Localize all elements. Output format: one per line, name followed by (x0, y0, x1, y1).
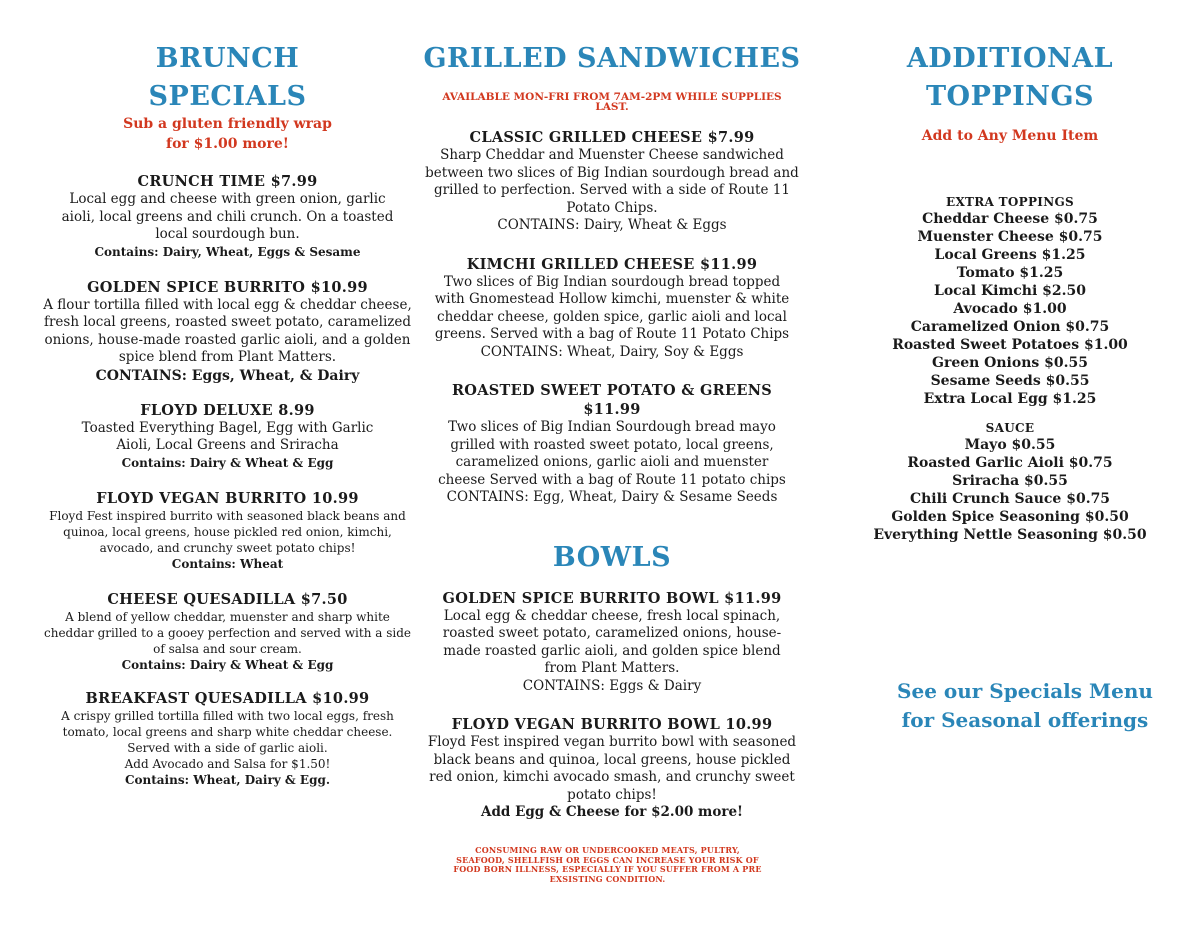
item-description: A blend of yellow cheddar, muenster and sharp white cheddar grilled to a gooey perfection and served with a side of salsa and sour cream. (44, 609, 411, 656)
sandwiches-heading: GRILLED SANDWICHES (423, 43, 801, 74)
menu-item (422, 589, 802, 696)
sauce-title: SAUCE (985, 421, 1035, 435)
toppings-heading: ADDITIONAL TOPPINGS (906, 43, 1114, 112)
item-contains: CONTAINS: Eggs, Wheat, & Dairy (95, 367, 360, 384)
item-title: GOLDEN SPICE BURRITO BOWL $11.99 (442, 589, 782, 607)
menu-item (40, 590, 415, 673)
menu-item (40, 401, 415, 471)
item-title: ROASTED SWEET POTATO & GREENS $11.99 (451, 382, 773, 418)
menu-item (422, 128, 802, 235)
item-description: Floyd Fest inspired vegan burrito bowl with seasoned black beans and quinoa, local greens, house pickled red onion, kimchi avocado smash, and crunchy sweet potato chips! (427, 734, 797, 803)
item-addon: Add Avocado and Salsa for $1.50! (124, 756, 331, 771)
availability-note: AVAILABLE MON-FRI FROM 7AM-2PM WHILE SUPPLIES LAST. (442, 91, 782, 113)
topping-item: Extra Local Egg $1.25 (923, 391, 1097, 407)
extra-toppings-list (860, 210, 1160, 408)
item-contains: Contains: Wheat, Dairy & Egg. (124, 772, 331, 787)
item-contains: Contains: Dairy & Wheat & Egg (121, 455, 334, 470)
item-title: CHEESE QUESADILLA $7.50 (107, 590, 348, 608)
topping-item: Cheddar Cheese $0.75 (922, 211, 1098, 227)
menu-item (40, 278, 415, 385)
sauce-list (860, 436, 1160, 544)
item-description: Two slices of Big Indian Sourdough bread mayo grilled with roasted sweet potato, local greens, caramelized onions, garlic aioli and muenster cheese Served with a bag of Route 11 potato chips (438, 419, 786, 488)
sauce-item: Sriracha $0.55 (952, 473, 1068, 489)
specials-promo: See our Specials Menu for Seasonal offerings (897, 679, 1153, 732)
topping-item: Roasted Sweet Potatoes $1.00 (892, 337, 1128, 353)
item-description: Two slices of Big Indian sourdough bread topped with Gnomestead Hollow kimchi, muenster & white cheddar cheese, golden spice, garlic aioli and local greens. Served with a bag of Route 11 Potato Chips (434, 273, 790, 342)
topping-item: Sesame Seeds $0.55 (930, 373, 1090, 389)
topping-item: Avocado $1.00 (953, 301, 1067, 317)
item-title: GOLDEN SPICE BURRITO $10.99 (87, 278, 368, 296)
item-contains: Contains: Wheat (171, 556, 284, 571)
menu-item (40, 489, 415, 572)
item-contains: CONTAINS: Eggs & Dairy (522, 677, 702, 694)
item-addon: Add Egg & Cheese for $2.00 more! (481, 804, 743, 820)
item-title: FLOYD DELUXE 8.99 (140, 401, 315, 419)
item-title: KIMCHI GRILLED CHEESE $11.99 (466, 255, 758, 273)
item-title: BREAKFAST QUESADILLA $10.99 (85, 689, 370, 707)
item-title: CLASSIC GRILLED CHEESE $7.99 (469, 129, 755, 146)
bowls-heading: BOWLS (552, 541, 672, 573)
toppings-column (860, 40, 1160, 544)
item-title: FLOYD VEGAN BURRITO 10.99 (96, 489, 359, 507)
item-contains: CONTAINS: Egg, Wheat, Dairy & Sesame Seeds (446, 489, 778, 505)
item-contains: CONTAINS: Wheat, Dairy, Soy & Eggs (480, 343, 744, 360)
extra-toppings-title: EXTRA TOPPINGS (946, 195, 1074, 209)
topping-item: Green Onions $0.55 (931, 355, 1088, 371)
item-description: Sharp Cheddar and Muenster Cheese sandwiched between two slices of Big Indian sourdough bread and grilled to perfection. Served with a side of Route 11 Potato Chips. (425, 147, 799, 216)
sauce-item: Everything Nettle Seasoning $0.50 (873, 527, 1147, 543)
sauce-item: Mayo $0.55 (964, 437, 1056, 453)
item-title: FLOYD VEGAN BURRITO BOWL 10.99 (451, 716, 773, 733)
brunch-column (40, 40, 415, 788)
menu-item (422, 381, 802, 507)
topping-item: Local Greens $1.25 (934, 247, 1086, 263)
sauce-item: Golden Spice Seasoning $0.50 (891, 509, 1129, 525)
food-safety-disclaimer: CONSUMING RAW OR UNDERCOOKED MEATS, PULTRY, SEAFOOD, SHELLFISH OR EGGS CAN INCREASE YOUR RISK OF FOOD BORN ILLNESS, ESPECIALLY IF YOU SUFFER FROM A PRE EXSISTING CONDITION. (453, 845, 762, 884)
topping-item: Local Kimchi $2.50 (933, 283, 1086, 299)
item-description: A crispy grilled tortilla filled with two local eggs, fresh tomato, local greens and sharp white cheddar cheese. Served with a side of garlic aioli. (61, 708, 394, 755)
menu-item (40, 689, 415, 788)
topping-item: Muenster Cheese $0.75 (917, 229, 1103, 245)
item-description: A flour tortilla filled with local egg & cheddar cheese, fresh local greens, roasted sweet potato, caramelized onions, house-made roasted garlic aioli, and a golden spice blend from Plant Matters. (43, 296, 412, 365)
brunch-heading: BRUNCH SPECIALS (148, 43, 307, 112)
item-contains: Contains: Dairy, Wheat, Eggs & Sesame (94, 244, 361, 259)
menu-item (422, 715, 802, 822)
menu-item (40, 172, 415, 260)
item-description: Floyd Fest inspired burrito with seasoned black beans and quinoa, local greens, house pickled red onion, kimchi, avocado, and crunchy sweet potato chips! (49, 508, 406, 555)
item-title: CRUNCH TIME $7.99 (137, 173, 318, 190)
menu-item (422, 255, 802, 362)
sandwiches-column (422, 40, 802, 822)
sauce-item: Chili Crunch Sauce $0.75 (909, 491, 1111, 507)
topping-item: Caramelized Onion $0.75 (910, 319, 1110, 335)
brunch-subtitle: Sub a gluten friendly wrap for $1.00 more! (123, 116, 332, 152)
item-description: Local egg & cheddar cheese, fresh local spinach, roasted sweet potato, caramelized onions, house-made roasted garlic aioli, and golden spice blend from Plant Matters. (442, 607, 782, 676)
toppings-subtitle: Add to Any Menu Item (921, 128, 1099, 144)
item-contains: Contains: Dairy & Wheat & Egg (121, 657, 334, 672)
item-description: Local egg and cheese with green onion, garlic aioli, local greens and chili crunch. On a toasted local sourdough bun. (61, 191, 394, 242)
sauce-item: Roasted Garlic Aioli $0.75 (907, 455, 1113, 471)
topping-item: Tomato $1.25 (956, 265, 1064, 281)
item-contains: CONTAINS: Dairy, Wheat & Eggs (497, 217, 727, 233)
item-description: Toasted Everything Bagel, Egg with Garlic Aioli, Local Greens and Sriracha (81, 419, 374, 453)
